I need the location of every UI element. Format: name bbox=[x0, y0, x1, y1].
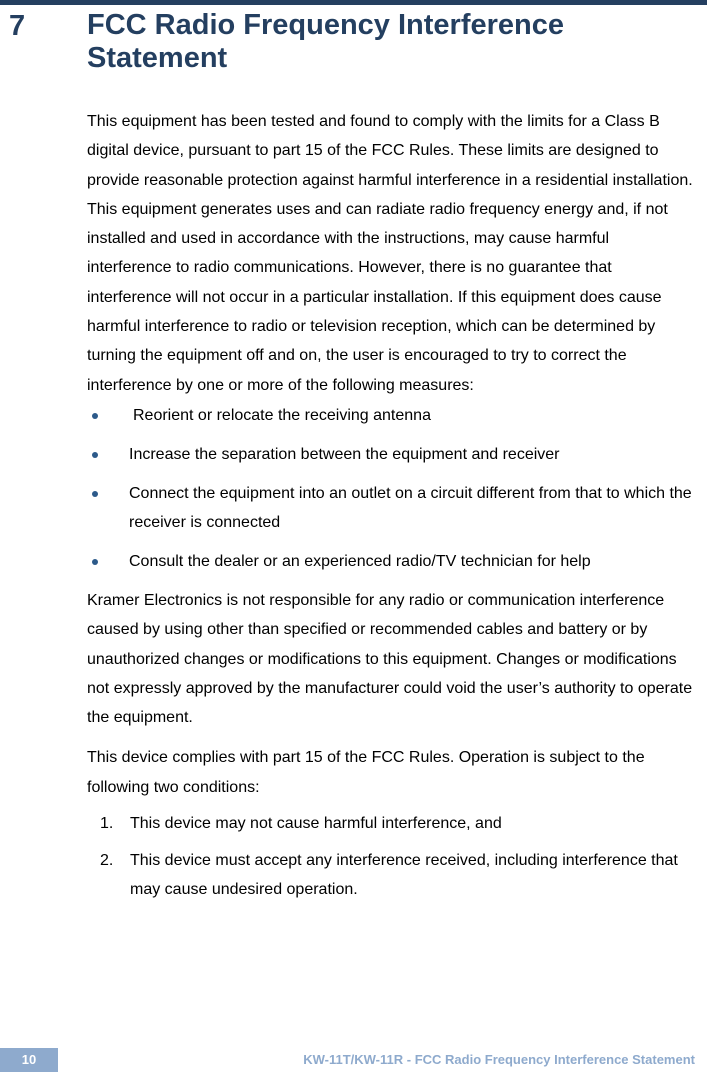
list-item-text: Connect the equipment into an outlet on a circuit different from that to which the receiver is connected bbox=[129, 484, 692, 531]
compliance-paragraph: This device complies with part 15 of the FCC Rules. Operation is subject to the following two conditions: bbox=[87, 749, 645, 796]
list-item bbox=[87, 479, 697, 537]
bullet-icon bbox=[92, 491, 98, 497]
conditions-list bbox=[87, 809, 697, 904]
footer-running-title: KW-11T/KW-11R - FCC Radio Frequency Interference Statement bbox=[303, 1052, 695, 1067]
list-item-text: This device may not cause harmful interference, and bbox=[130, 815, 502, 833]
list-item-text: Consult the dealer or an experienced radio/TV technician for help bbox=[129, 552, 591, 570]
bullet-icon bbox=[92, 559, 98, 565]
page-number: 10 bbox=[0, 1048, 58, 1072]
list-item bbox=[87, 547, 697, 576]
page-body bbox=[87, 107, 697, 912]
list-item bbox=[87, 401, 697, 430]
chapter-title: FCC Radio Frequency Interference Statement bbox=[87, 9, 564, 74]
list-item-number: 2. bbox=[100, 852, 114, 870]
list-item bbox=[87, 809, 697, 838]
list-item-number: 1. bbox=[100, 815, 114, 833]
chapter-number: 7 bbox=[9, 10, 26, 42]
measures-list bbox=[87, 401, 697, 576]
list-item-text: This device must accept any interference received, including interference that may cause undesired operation. bbox=[130, 852, 678, 899]
bullet-icon bbox=[92, 452, 98, 458]
list-item-text: Increase the separation between the equipment and receiver bbox=[129, 445, 560, 463]
list-item bbox=[87, 440, 697, 469]
intro-paragraph: This equipment has been tested and found to comply with the limits for a Class B digital device, pursuant to part 15 of the FCC Rules. These limits are designed to provide reasonable protection against harmful interference in a residential installation. This equipment generates uses and can radiate radio frequency energy and, if not installed and used in accordance with the instructions, may cause harmful interference to radio communications. However, there is no guarantee that interference will not occur in a particular installation. If this equipment does cause harmful interference to radio or television reception, which can be determined by turning the equipment off and on, the user is encouraged to try to correct the interference by one or more of the following measures: bbox=[87, 113, 693, 394]
header-rule bbox=[0, 0, 707, 5]
list-item-text: Reorient or relocate the receiving antenna bbox=[133, 406, 431, 424]
bullet-icon bbox=[92, 413, 98, 419]
disclaimer-paragraph: Kramer Electronics is not responsible for any radio or communication interference caused by using other than specified or recommended cables and battery or by unauthorized changes or modifications to this equipment. Changes or modifications not expressly approved by the manufacturer could void the user’s authority to operate the equipment. bbox=[87, 591, 693, 727]
list-item bbox=[87, 846, 697, 904]
